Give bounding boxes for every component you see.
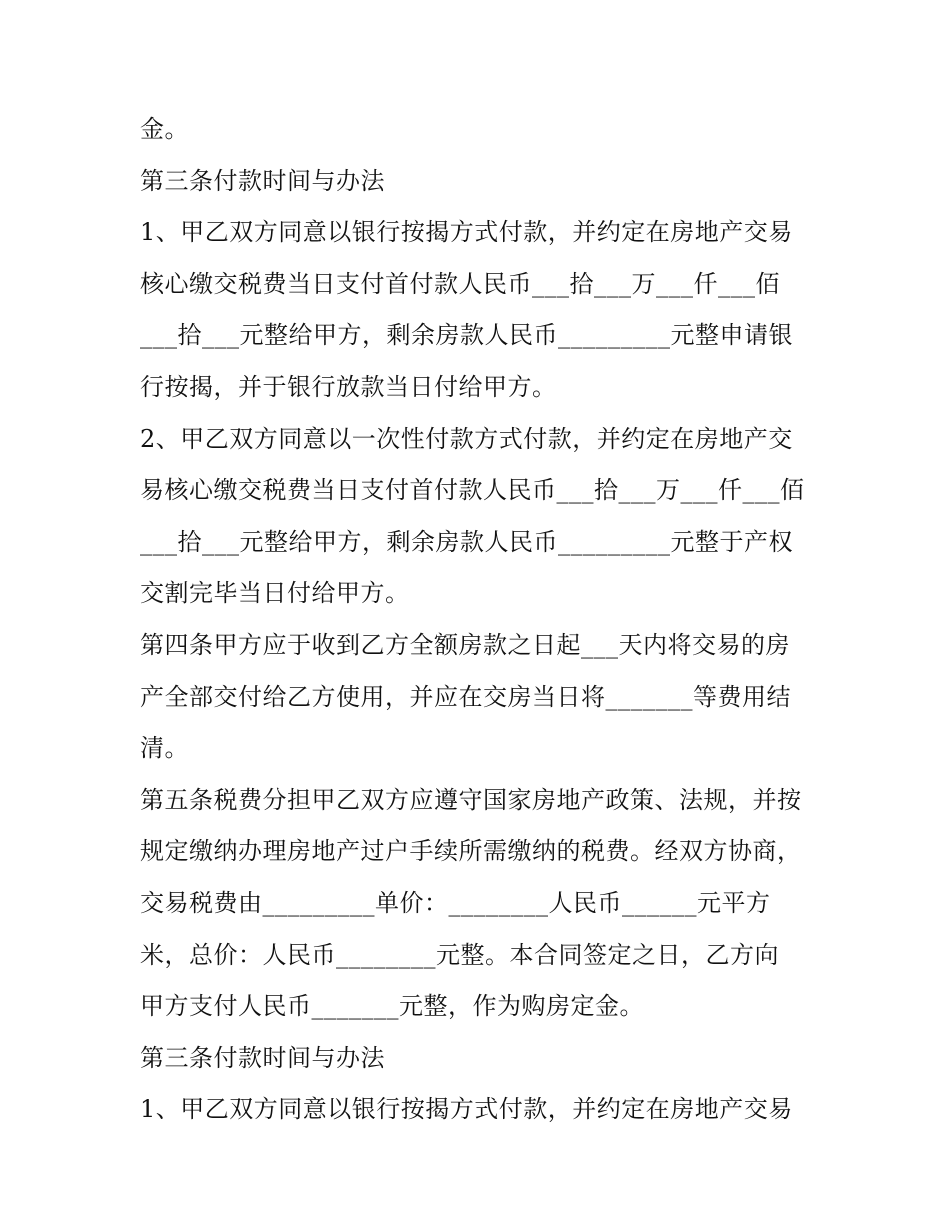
section-fifth: 第五条税费分担甲乙双方应遵守国家房地产政策、法规，并按 (140, 785, 802, 814)
text-line: ___拾___元整给甲方，剩余房款人民币_________元整于产权 (140, 527, 793, 556)
text-line: 甲方支付人民币_______元整，作为购房定金。 (140, 992, 644, 1021)
text-line: 易核心缴交税费当日支付首付款人民币___拾___万___仟___佰 (140, 476, 805, 505)
text-line: 1、甲乙双方同意以银行按揭方式付款，并约定在房地产交易 (140, 218, 793, 247)
text-line: ___拾___元整给甲方，剩余房款人民币_________元整申请银 (140, 321, 793, 350)
text-line: 1、甲乙双方同意以银行按揭方式付款，并约定在房地产交易 (140, 1095, 793, 1124)
text-line: 规定缴纳办理房地产过户手续所需缴纳的税费。经双方协商， (140, 837, 802, 866)
text-line: 清。 (140, 734, 189, 763)
text-line: 核心缴交税费当日支付首付款人民币___拾___万___仟___佰 (140, 269, 780, 298)
text-line: 交割完毕当日付给甲方。 (140, 579, 410, 608)
section-heading-payment: 第三条付款时间与办法 (140, 166, 385, 195)
text-line-deposit-end: 金。 (140, 115, 189, 143)
text-line: 产全部交付给乙方使用，并应在交房当日将_______等费用结 (140, 682, 791, 711)
section-fourth: 第四条甲方应于收到乙方全额房款之日起___天内将交易的房 (140, 630, 790, 659)
section-heading-payment: 第三条付款时间与办法 (140, 1043, 385, 1072)
text-line: 2、甲乙双方同意以一次性付款方式付款，并约定在房地产交 (140, 424, 793, 453)
text-line: 米，总价：人民币________元整。本合同签定之日，乙方向 (140, 940, 779, 969)
text-line: 行按揭，并于银行放款当日付给甲方。 (140, 372, 557, 401)
text-line: 交易税费由_________单价：________人民币______元平方 (140, 888, 771, 917)
contract-text (140, 104, 820, 1136)
